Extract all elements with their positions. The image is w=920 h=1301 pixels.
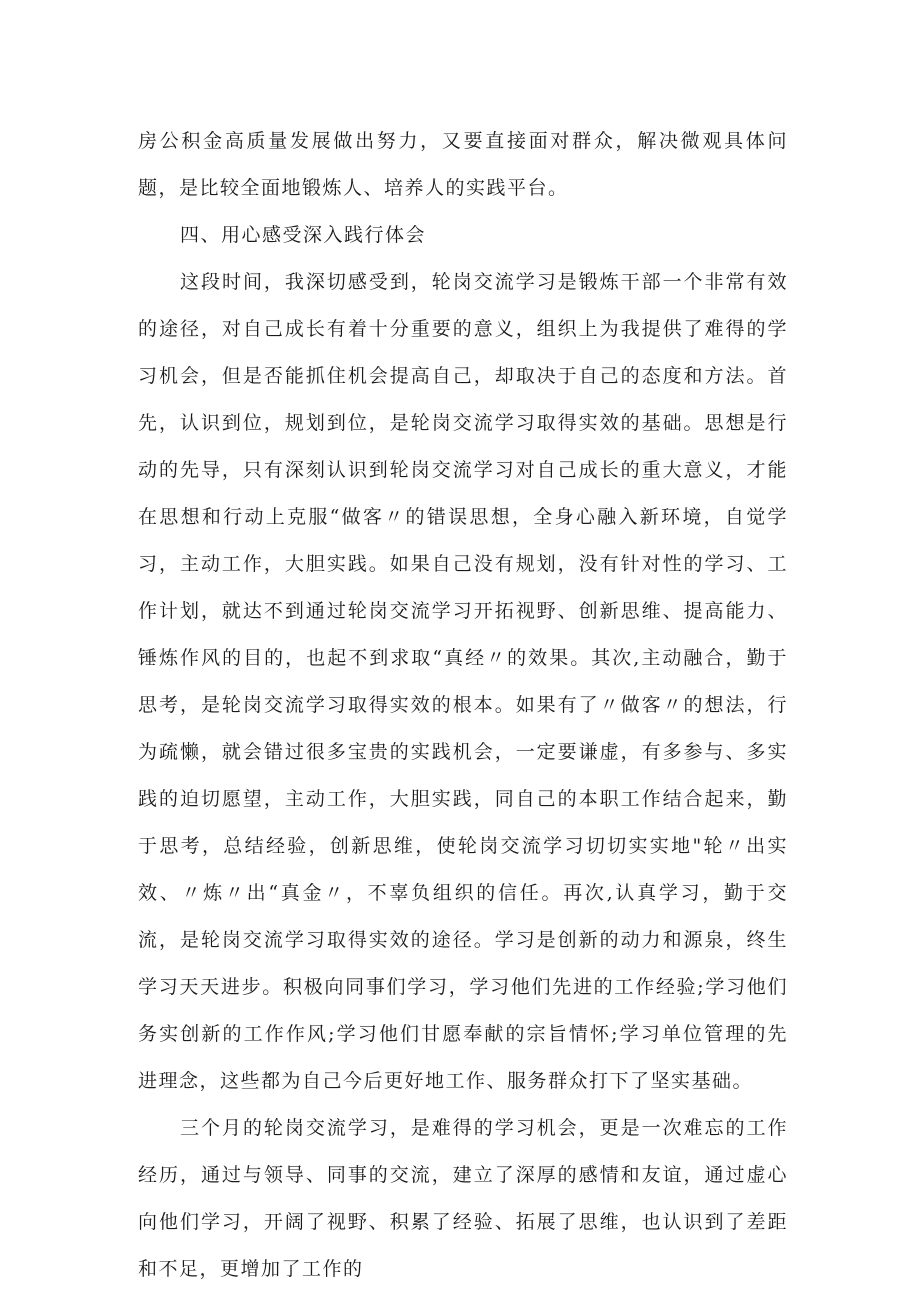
paragraph-continued: 房公积金高质量发展做出努力，又要直接面对群众，解决微观具体问题，是比较全面地锻炼人、培养人的实践平台。	[138, 130, 788, 199]
paragraph-summary: 三个月的轮岗交流学习，是难得的学习机会，更是一次难忘的工作经历，通过与领导、同事的交流，建立了深厚的感情和友谊，通过虚心向他们学习，开阔了视野、积累了经验、拓展了思维，也认识到了差距和不足，更增加了工作的	[138, 1117, 788, 1280]
section-heading: 四、用心感受深入践行体会	[180, 224, 427, 246]
paragraph-reflection: 这段时间，我深切感受到，轮岗交流学习是锻炼干部一个非常有效的途径，对自己成长有着十分重要的意义，组织上为我提供了难得的学习机会，但是否能抓住机会提高自己，却取决于自己的态度和方法。首先，认识到位，规划到位，是轮岗交流学习取得实效的基础。思想是行动的先导，只有深刻认识到轮岗交流学习对自己成长的重大意义，才能在思想和行动上克服“做客〃的错误思想，全身心融入新环境，自觉学习，主动工作，大胆实践。如果自己没有规划，没有针对性的学习、工作计划，就达不到通过轮岗交流学习开拓视野、创新思维、提高能力、锤炼作风的目的，也起不到求取“真经〃的效果。其次,主动融合，勤于思考，是轮岗交流学习取得实效的根本。如果有了〃做客〃的想法，行为疏懒，就会错过很多宝贵的实践机会，一定要谦虚，有多参与、多实践的迫切愿望，主动工作，大胆实践，同自己的本职工作结合起来，勤于思考，总结经验，创新思维，使轮岗交流学习切切实实地"轮〃出实效、〃炼〃出“真金〃，不辜负组织的信任。再次,认真学习，勤于交流，是轮岗交流学习取得实效的途径。学习是创新的动力和源泉，终生学习天天进步。积极向同事们学习，学习他们先进的工作经验;学习他们务实创新的工作作风;学习他们甘愿奉献的宗旨情怀;学习单位管理的先进理念，这些都为自己今后更好地工作、服务群众打下了坚实基础。	[138, 271, 788, 1092]
document-body	[138, 118, 788, 1293]
